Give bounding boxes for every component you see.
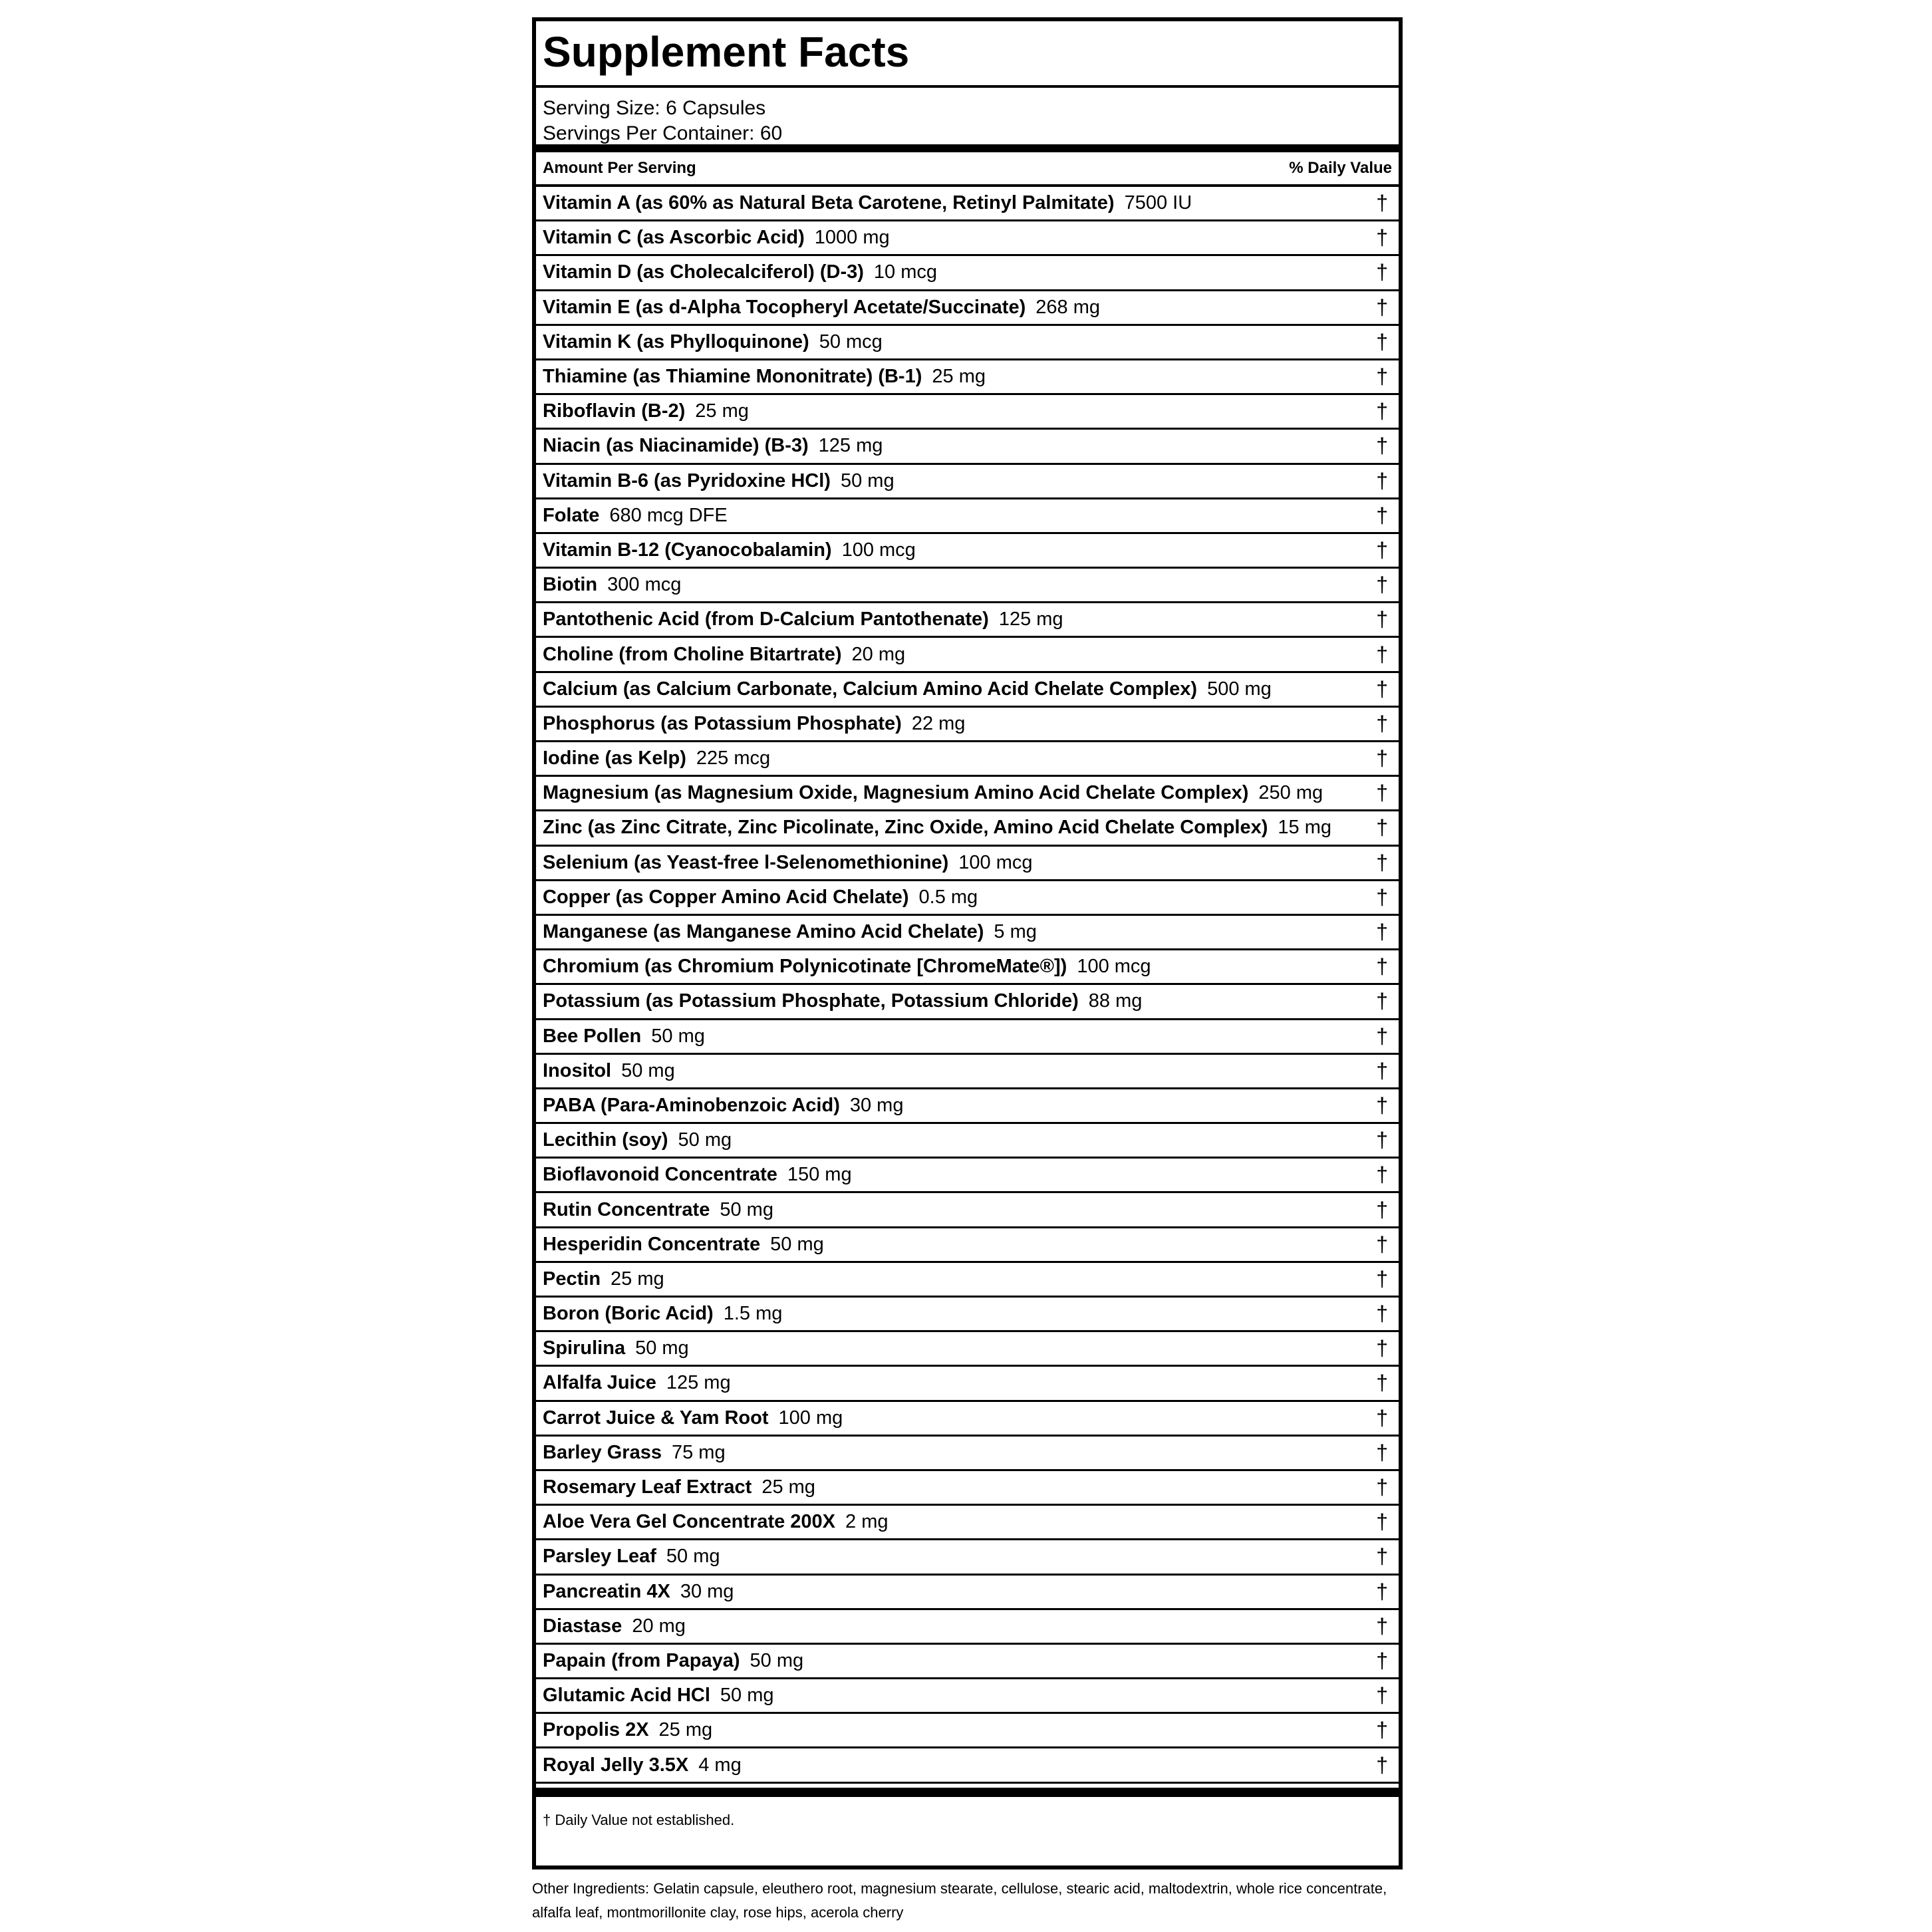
- nutrient-amount: 50 mg: [621, 1059, 675, 1081]
- nutrient-row: [536, 465, 1399, 499]
- nutrient-name: Vitamin K (as Phylloquinone): [543, 331, 809, 352]
- nutrient-left: [543, 1234, 824, 1256]
- nutrient-name: Barley Grass: [543, 1441, 662, 1463]
- nutrient-amount: 125 mg: [998, 609, 1063, 630]
- dagger-symbol: †: [1376, 191, 1388, 215]
- dagger-symbol: †: [1376, 711, 1388, 736]
- nutrient-amount: 50 mg: [720, 1198, 773, 1220]
- nutrient-name: Bee Pollen: [543, 1025, 642, 1047]
- nutrient-row: [536, 847, 1399, 881]
- nutrient-name: Copper (as Copper Amino Acid Chelate): [543, 886, 909, 908]
- nutrient-left: [543, 1095, 903, 1117]
- serving-info: [536, 88, 1399, 152]
- nutrient-name: Folate: [543, 504, 600, 526]
- nutrient-amount: 300 mcg: [607, 574, 682, 596]
- nutrient-row: [536, 1437, 1399, 1471]
- dagger-symbol: †: [1376, 1266, 1388, 1291]
- nutrient-left: [543, 227, 890, 249]
- amount-per-serving-header: Amount Per Serving: [543, 159, 696, 177]
- nutrient-amount: 500 mg: [1207, 678, 1272, 700]
- dagger-symbol: †: [1376, 1510, 1388, 1534]
- column-header-row: [536, 152, 1399, 187]
- nutrient-left: [543, 887, 978, 908]
- nutrient-row: [536, 1332, 1399, 1367]
- dagger-symbol: †: [1376, 954, 1388, 979]
- nutrient-amount: 100 mg: [778, 1407, 843, 1429]
- nutrient-name: Pantothenic Acid (from D-Calcium Pantothenate): [543, 609, 989, 630]
- nutrient-name: Aloe Vera Gel Concentrate 200X: [543, 1511, 836, 1533]
- nutrient-left: [543, 192, 1192, 214]
- dagger-symbol: †: [1376, 1163, 1388, 1187]
- nutrient-name: Royal Jelly 3.5X: [543, 1754, 689, 1776]
- nutrient-row: [536, 1748, 1399, 1783]
- nutrient-name: Choline (from Choline Bitartrate): [543, 643, 842, 665]
- nutrient-amount: 10 mcg: [873, 261, 938, 283]
- nutrient-row: [536, 1124, 1399, 1159]
- nutrient-name: Phosphorus (as Potassium Phosphate): [543, 712, 902, 734]
- nutrient-row: [536, 1402, 1399, 1437]
- nutrient-amount: 5 mg: [994, 921, 1037, 943]
- dagger-symbol: †: [1376, 329, 1388, 354]
- nutrient-list: [536, 187, 1399, 1784]
- dagger-symbol: †: [1376, 1232, 1388, 1256]
- dagger-symbol: †: [1376, 468, 1388, 493]
- daily-value-header: % Daily Value: [1289, 159, 1392, 177]
- other-ingredients: Other Ingredients: Gelatin capsule, eleuthero root, magnesium stearate, cellulose, stearic acid, maltodextrin, whole rice concentrate, alfalfa leaf, montmorillonite clay, rose hips, acerola cherry: [532, 1880, 1387, 1921]
- nutrient-left: [543, 574, 681, 596]
- nutrient-row: [536, 1263, 1399, 1298]
- nutrient-amount: 75 mg: [671, 1441, 726, 1463]
- nutrient-row: [536, 708, 1399, 742]
- nutrient-name: Parsley Leaf: [543, 1546, 656, 1568]
- dagger-symbol: †: [1376, 1371, 1388, 1395]
- dagger-symbol: †: [1376, 1024, 1388, 1048]
- nutrient-name: Alfalfa Juice: [543, 1372, 656, 1394]
- nutrient-left: [543, 921, 1037, 943]
- nutrient-left: [543, 713, 965, 735]
- nutrient-amount: 1.5 mg: [723, 1303, 783, 1325]
- dagger-symbol: †: [1376, 1336, 1388, 1361]
- nutrient-left: [543, 297, 1100, 319]
- panel-title: Supplement Facts: [536, 21, 1399, 88]
- nutrient-row: [536, 1610, 1399, 1645]
- nutrient-row: [536, 1159, 1399, 1193]
- nutrient-row: [536, 1055, 1399, 1089]
- dagger-symbol: †: [1376, 815, 1388, 840]
- dagger-symbol: †: [1376, 1302, 1388, 1326]
- nutrient-name: Papain (from Papaya): [543, 1649, 740, 1671]
- nutrient-amount: 125 mg: [666, 1372, 731, 1394]
- nutrient-name: Vitamin D (as Cholecalciferol) (D-3): [543, 261, 864, 283]
- nutrient-left: [543, 1372, 731, 1394]
- dagger-symbol: †: [1376, 1752, 1388, 1777]
- supplement-facts-panel: [532, 17, 1403, 1869]
- nutrient-amount: 25 mg: [611, 1268, 664, 1290]
- nutrient-amount: 25 mg: [658, 1719, 713, 1741]
- dagger-symbol: †: [1376, 1093, 1388, 1117]
- nutrient-amount: 100 mcg: [958, 851, 1033, 873]
- nutrient-left: [543, 435, 883, 457]
- nutrient-left: [543, 748, 770, 769]
- nutrient-left: [543, 1685, 774, 1707]
- nutrient-row: [536, 1020, 1399, 1055]
- dagger-symbol: †: [1376, 1718, 1388, 1742]
- nutrient-name: Rosemary Leaf Extract: [543, 1476, 752, 1498]
- nutrient-row: [536, 1471, 1399, 1506]
- nutrient-row: [536, 395, 1399, 430]
- nutrient-amount: 150 mg: [787, 1164, 852, 1186]
- nutrient-left: [543, 1199, 773, 1221]
- nutrient-amount: 268 mg: [1035, 296, 1100, 318]
- nutrient-left: [543, 1442, 726, 1464]
- nutrient-left: [543, 1754, 742, 1776]
- nutrient-amount: 88 mg: [1088, 990, 1143, 1012]
- nutrient-name: Boron (Boric Acid): [543, 1303, 714, 1325]
- nutrient-amount: 680 mcg DFE: [609, 504, 728, 526]
- nutrient-left: [543, 644, 905, 666]
- nutrient-name: PABA (Para-Aminobenzoic Acid): [543, 1094, 840, 1116]
- nutrient-amount: 25 mg: [761, 1476, 815, 1498]
- nutrient-name: Bioflavonoid Concentrate: [543, 1164, 777, 1186]
- dagger-symbol: †: [1376, 642, 1388, 666]
- nutrient-name: Diastase: [543, 1615, 622, 1637]
- nutrient-row: [536, 1367, 1399, 1401]
- nutrient-row: [536, 881, 1399, 916]
- nutrient-left: [543, 1581, 734, 1603]
- nutrient-amount: 0.5 mg: [918, 886, 978, 908]
- nutrient-left: [543, 1129, 732, 1151]
- nutrient-row: [536, 811, 1399, 846]
- nutrient-name: Vitamin B-6 (as Pyridoxine HCl): [543, 470, 831, 491]
- nutrient-name: Calcium (as Calcium Carbonate, Calcium Amino Acid Chelate Complex): [543, 678, 1198, 700]
- nutrient-amount: 15 mg: [1278, 817, 1331, 839]
- dagger-symbol: †: [1376, 260, 1388, 285]
- nutrient-row: [536, 1193, 1399, 1228]
- dagger-symbol: †: [1376, 1613, 1388, 1638]
- nutrient-name: Iodine (as Kelp): [543, 748, 686, 769]
- dagger-symbol: †: [1376, 1058, 1388, 1083]
- nutrient-amount: 50 mg: [720, 1685, 774, 1707]
- nutrient-amount: 50 mg: [635, 1337, 689, 1359]
- dagger-symbol: †: [1376, 1197, 1388, 1222]
- nutrient-row: [536, 1089, 1399, 1124]
- footnote: † Daily Value not established.: [543, 1811, 735, 1828]
- nutrient-amount: 22 mg: [911, 712, 966, 734]
- nutrient-name: Pectin: [543, 1268, 601, 1290]
- nutrient-row: [536, 534, 1399, 569]
- nutrient-amount: 2 mg: [845, 1511, 889, 1533]
- nutrient-name: Pancreatin 4X: [543, 1580, 670, 1602]
- nutrient-name: Potassium (as Potassium Phosphate, Potassium Chloride): [543, 990, 1079, 1012]
- nutrient-name: Inositol: [543, 1059, 612, 1081]
- dagger-symbol: †: [1376, 1128, 1388, 1153]
- nutrient-left: [543, 678, 1272, 700]
- nutrient-name: Thiamine (as Thiamine Mononitrate) (B-1): [543, 366, 922, 388]
- nutrient-row: [536, 291, 1399, 326]
- nutrient-amount: 1000 mg: [814, 227, 890, 249]
- dagger-symbol: †: [1376, 364, 1388, 389]
- nutrient-row: [536, 326, 1399, 360]
- nutrient-left: [543, 1407, 843, 1429]
- bottom-divider: [536, 1788, 1399, 1797]
- nutrient-amount: 100 mcg: [1077, 956, 1151, 978]
- nutrient-left: [543, 1164, 852, 1186]
- nutrient-row: [536, 1506, 1399, 1540]
- nutrient-left: [543, 1476, 815, 1498]
- nutrient-row: [536, 742, 1399, 777]
- nutrient-name: Selenium (as Yeast-free l-Selenomethionine): [543, 851, 949, 873]
- nutrient-row: [536, 1298, 1399, 1332]
- nutrient-name: Manganese (as Manganese Amino Acid Chelate): [543, 921, 984, 943]
- nutrient-row: [536, 430, 1399, 464]
- nutrient-row: [536, 187, 1399, 221]
- nutrient-name: Hesperidin Concentrate: [543, 1233, 761, 1255]
- nutrient-row: [536, 569, 1399, 603]
- nutrient-row: [536, 1576, 1399, 1610]
- nutrient-row: [536, 1679, 1399, 1714]
- dagger-symbol: †: [1376, 607, 1388, 632]
- nutrient-left: [543, 1337, 689, 1359]
- nutrient-left: [543, 331, 883, 353]
- nutrient-amount: 50 mg: [840, 470, 895, 491]
- nutrient-row: [536, 1714, 1399, 1748]
- nutrient-amount: 7500 IU: [1124, 192, 1192, 214]
- nutrient-name: Vitamin C (as Ascorbic Acid): [543, 227, 805, 249]
- nutrient-amount: 50 mg: [678, 1129, 732, 1151]
- nutrient-left: [543, 1026, 705, 1047]
- nutrient-name: Lecithin (soy): [543, 1129, 668, 1151]
- nutrient-left: [543, 400, 749, 422]
- nutrient-name: Magnesium (as Magnesium Oxide, Magnesium Amino Acid Chelate Complex): [543, 782, 1249, 804]
- nutrient-name: Glutamic Acid HCl: [543, 1685, 710, 1707]
- dagger-symbol: †: [1376, 537, 1388, 562]
- dagger-symbol: †: [1376, 1544, 1388, 1569]
- dagger-symbol: †: [1376, 573, 1388, 597]
- nutrient-amount: 50 mcg: [819, 331, 883, 352]
- nutrient-left: [543, 470, 895, 492]
- dagger-symbol: †: [1376, 746, 1388, 771]
- nutrient-name: Rutin Concentrate: [543, 1198, 710, 1220]
- dagger-symbol: †: [1376, 885, 1388, 909]
- nutrient-amount: 225 mcg: [696, 748, 771, 769]
- nutrient-left: [543, 609, 1063, 630]
- nutrient-row: [536, 221, 1399, 256]
- nutrient-amount: 50 mg: [750, 1649, 804, 1671]
- nutrient-row: [536, 777, 1399, 811]
- nutrient-name: Spirulina: [543, 1337, 626, 1359]
- dagger-symbol: †: [1376, 781, 1388, 805]
- nutrient-amount: 20 mg: [851, 643, 906, 665]
- nutrient-left: [543, 1546, 720, 1568]
- nutrient-row: [536, 916, 1399, 950]
- nutrient-amount: 25 mg: [932, 366, 986, 388]
- nutrient-amount: 4 mg: [698, 1754, 742, 1776]
- nutrient-amount: 25 mg: [695, 400, 749, 422]
- nutrient-amount: 100 mcg: [841, 539, 916, 561]
- nutrient-amount: 50 mg: [770, 1233, 824, 1255]
- nutrient-left: [543, 261, 937, 283]
- nutrient-name: Zinc (as Zinc Citrate, Zinc Picolinate, Zinc Oxide, Amino Acid Chelate Complex): [543, 817, 1268, 839]
- nutrient-left: [543, 956, 1151, 978]
- nutrient-name: Propolis 2X: [543, 1719, 649, 1741]
- dagger-symbol: †: [1376, 1405, 1388, 1430]
- nutrient-left: [543, 1268, 664, 1290]
- serving-size: Serving Size: 6 Capsules: [543, 97, 766, 119]
- nutrient-left: [543, 852, 1033, 874]
- nutrient-amount: 250 mg: [1258, 782, 1323, 804]
- nutrient-amount: 20 mg: [632, 1615, 686, 1637]
- nutrient-left: [543, 505, 728, 527]
- nutrient-left: [543, 1303, 782, 1325]
- nutrient-row: [536, 950, 1399, 985]
- nutrient-left: [543, 1615, 686, 1637]
- dagger-symbol: †: [1376, 1683, 1388, 1708]
- dagger-symbol: †: [1376, 225, 1388, 250]
- dagger-symbol: †: [1376, 295, 1388, 319]
- dagger-symbol: †: [1376, 920, 1388, 944]
- nutrient-left: [543, 817, 1331, 839]
- nutrient-row: [536, 499, 1399, 534]
- nutrient-row: [536, 638, 1399, 672]
- nutrient-row: [536, 360, 1399, 395]
- nutrient-left: [543, 1650, 803, 1672]
- nutrient-row: [536, 1645, 1399, 1679]
- nutrient-name: Vitamin E (as d-Alpha Tocopheryl Acetate/Succinate): [543, 296, 1026, 318]
- nutrient-left: [543, 1719, 712, 1741]
- nutrient-amount: 50 mg: [666, 1546, 720, 1568]
- nutrient-name: Carrot Juice & Yam Root: [543, 1407, 769, 1429]
- nutrient-left: [543, 1511, 889, 1533]
- nutrient-left: [543, 539, 916, 561]
- nutrient-name: Biotin: [543, 574, 598, 596]
- nutrient-row: [536, 673, 1399, 708]
- nutrient-row: [536, 1540, 1399, 1575]
- nutrient-row: [536, 1228, 1399, 1263]
- dagger-symbol: †: [1376, 1440, 1388, 1464]
- nutrient-amount: 50 mg: [651, 1025, 705, 1047]
- nutrient-name: Riboflavin (B-2): [543, 400, 686, 422]
- dagger-symbol: †: [1376, 399, 1388, 424]
- nutrient-name: Niacin (as Niacinamide) (B-3): [543, 435, 809, 457]
- nutrient-name: Chromium (as Chromium Polynicotinate [ChromeMate®]): [543, 956, 1067, 978]
- nutrient-name: Vitamin A (as 60% as Natural Beta Carotene, Retinyl Palmitate): [543, 192, 1115, 214]
- dagger-symbol: †: [1376, 434, 1388, 458]
- dagger-symbol: †: [1376, 1648, 1388, 1673]
- nutrient-amount: 30 mg: [680, 1580, 734, 1602]
- dagger-symbol: †: [1376, 850, 1388, 875]
- dagger-symbol: †: [1376, 676, 1388, 701]
- nutrient-row: [536, 985, 1399, 1020]
- nutrient-left: [543, 990, 1142, 1012]
- nutrient-name: Vitamin B-12 (Cyanocobalamin): [543, 539, 832, 561]
- nutrient-amount: 30 mg: [849, 1094, 904, 1116]
- dagger-symbol: †: [1376, 1579, 1388, 1603]
- dagger-symbol: †: [1376, 1475, 1388, 1500]
- nutrient-left: [543, 366, 986, 388]
- nutrient-row: [536, 603, 1399, 638]
- servings-per-container: Servings Per Container: 60: [543, 122, 783, 144]
- nutrient-left: [543, 1060, 675, 1082]
- nutrient-row: [536, 256, 1399, 291]
- nutrient-left: [543, 782, 1323, 804]
- nutrient-amount: 125 mg: [818, 435, 883, 457]
- dagger-symbol: †: [1376, 503, 1388, 527]
- dagger-symbol: †: [1376, 989, 1388, 1014]
